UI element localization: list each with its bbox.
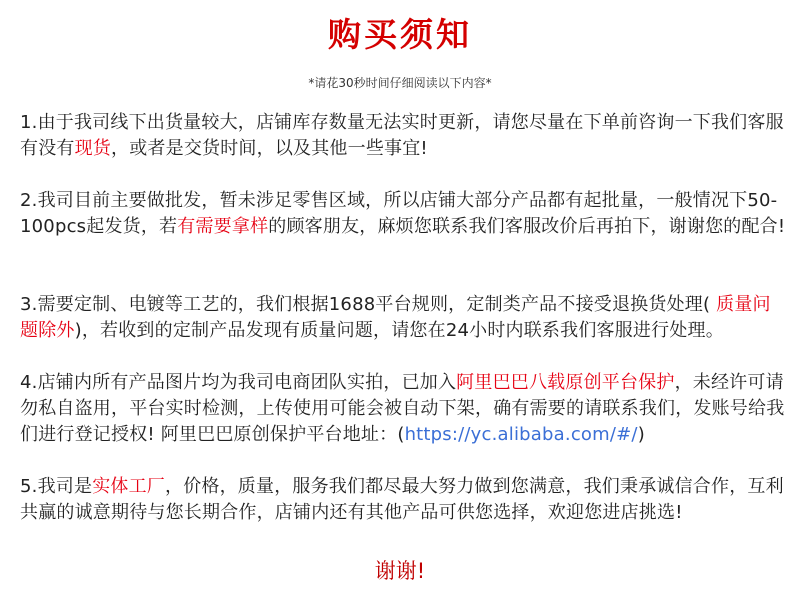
paragraph-1-highlight: 现货 — [74, 138, 112, 159]
paragraph-5-highlight: 实体工厂 — [92, 476, 165, 497]
notice-paragraph-2 — [20, 188, 788, 240]
paragraph-4-text-end: ) — [637, 424, 645, 445]
page-title: 购买须知 — [328, 15, 472, 54]
paragraph-5-text: 5.我司是 — [20, 476, 93, 497]
alibaba-protection-link[interactable]: https://yc.alibaba.com/#/ — [404, 424, 638, 445]
paragraph-3-highlight: 质量问题除外 — [20, 294, 771, 341]
paragraph-4-text-mid: ，未经许可请勿私自盗用，平台实时检测，上传使用可能会被自动下架，确有需要的请联系我们，发账号给我们进行登记授权! 阿里巴巴原创保护平台地址：( — [20, 372, 785, 445]
page-subtitle: *请花30秒时间仔细阅读以下内容* — [308, 76, 492, 90]
paragraph-4-highlight: 阿里巴巴八载原创平台保护 — [456, 372, 675, 393]
paragraph-1-text: 1.由于我司线下出货量较大，店铺库存数量无法实时更新，请您尽量在下单前咨询一下我们客服有没有 — [20, 112, 784, 159]
paragraph-2-highlight: 有需要拿样 — [177, 216, 269, 237]
notice-paragraph-3 — [20, 292, 788, 344]
paragraph-3-text-end: )，若收到的定制产品发现有质量问题，请您在24小时内联系我们客服进行处理。 — [74, 320, 724, 341]
notice-paragraph-4 — [20, 370, 788, 448]
paragraph-4-text: 4.店铺内所有产品图片均为我司电商团队实拍，已加入 — [20, 372, 457, 393]
paragraph-5-text-end: ，价格，质量，服务我们都尽最大努力做到您满意，我们秉承诚信合作，互利共赢的诚意期待与您长期合作，店铺内还有其他产品可供您选择，欢迎您进店挑选! — [20, 476, 784, 523]
notice-paragraph-5 — [20, 474, 788, 526]
paragraph-3-text: 3.需要定制、电镀等工艺的，我们根据1688平台规则，定制类产品不接受退换货处理( — [20, 294, 711, 315]
notice-paragraph-1 — [20, 110, 788, 162]
paragraph-2-text-end: 的顾客朋友，麻烦您联系我们客服改价后再拍下，谢谢您的配合! — [268, 216, 786, 237]
paragraph-1-text-end: ，或者是交货时间，以及其他一些事宜! — [111, 138, 428, 159]
paragraph-2-text: 2.我司目前主要做批发，暂未涉足零售区域，所以店铺大部分产品都有起批量，一般情况下50- 100pcs起发货，若 — [20, 190, 778, 237]
thanks-text: 谢谢! — [374, 559, 426, 583]
